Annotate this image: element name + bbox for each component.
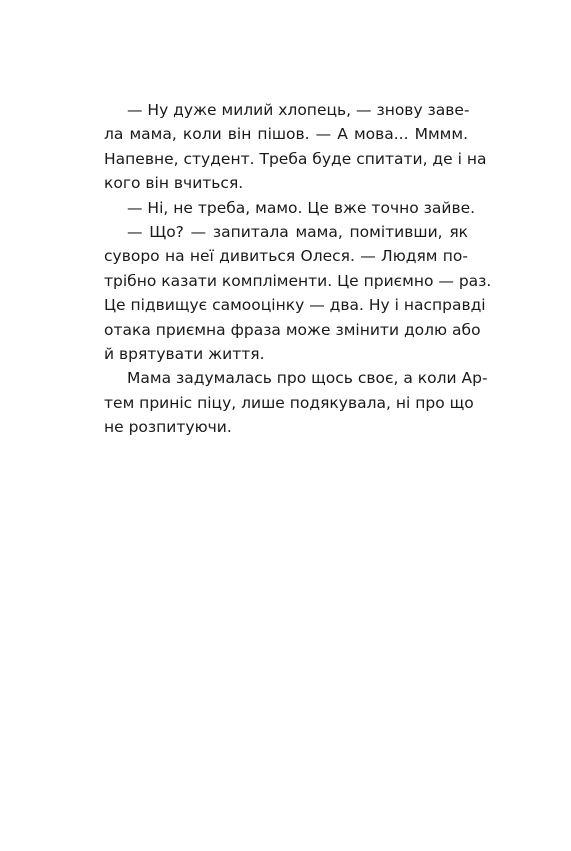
text-line: Це підвищує самооцінку — два. Ну і насправді [104,296,486,315]
text-line: — Що? — запитала мама, помітивши, як [127,223,468,242]
text-line: — Ну дуже милий хлопець, — знову заве- [127,101,470,119]
text-line: трібно казати компліменти. Це приємно — раз. [104,271,492,290]
body-text [104,98,492,440]
text-line: — Ні, не треба, мамо. Це вже точно зайве. [127,198,476,217]
text-line: Мама задумалась про щось своє, а коли Ар- [127,369,488,388]
paragraph [104,98,487,196]
text-line: Напевне, студент. Треба буде спитати, де і на [104,149,487,168]
paragraph [104,196,476,220]
text-line: кого він вчиться. [104,174,244,193]
text-line: отака приємна фраза може змінити долю або [104,320,481,339]
text-line: й врятувати життя. [104,345,265,364]
text-line: тем приніс піцу, лише подякувала, ні про що [104,393,474,412]
paragraph [104,366,488,439]
text-line: ла мама, коли він пішов. — А мова... Мммм. [104,125,468,144]
text-line: не розпитуючи. [104,418,232,437]
paragraph [104,220,492,366]
text-line: суворо на неї дивиться Олеся. — Людям по- [104,247,468,266]
